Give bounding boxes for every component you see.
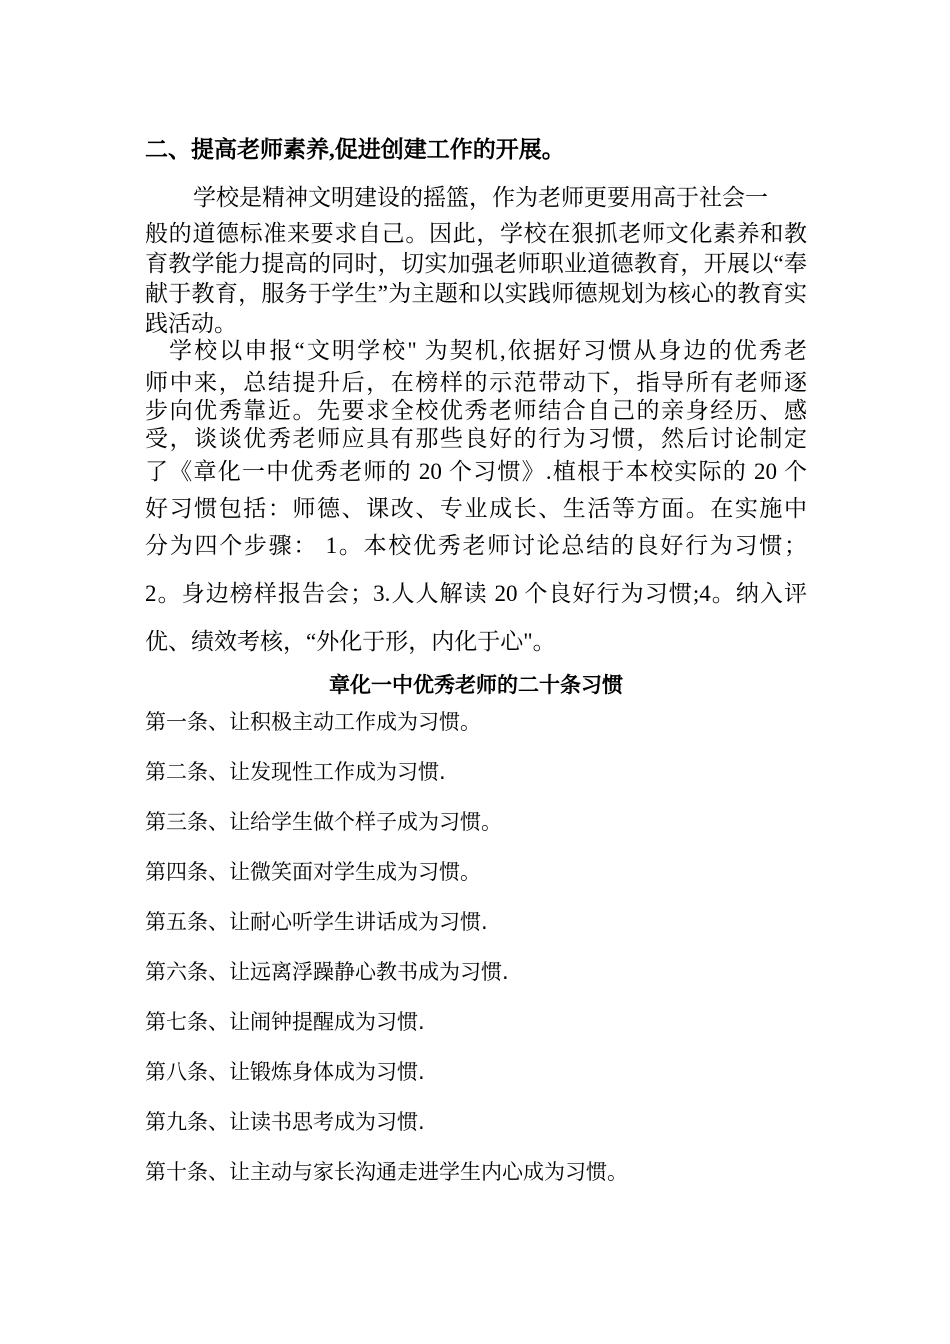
paragraph-2-line: 受，谈谈优秀老师应具有那些良好的行为习惯，然后讨论制定 [145,426,807,451]
paragraph-2-line: 师中来，总结提升后，在榜样的示范带动下，指导所有老师逐 [145,370,807,395]
paragraph-2 [145,332,807,660]
habits-list [145,706,845,1206]
paragraph-2-line: 好习惯包括：师德、课改、专业成长、生活等方面。在实施中 [145,496,807,521]
paragraph-2-line: 分为四个步骤： 1。本校优秀老师讨论总结的良好行为习惯； [145,533,807,558]
paragraph-1 [145,183,807,339]
habit-item: 第九条、让读书思考成为习惯. [145,1110,425,1134]
habit-item: 第五条、让耐心听学生讲话成为习惯. [145,910,488,934]
habit-item: 第八条、让锻炼身体成为习惯. [145,1060,425,1084]
habit-item: 第一条、让积极主动工作成为习惯。 [145,710,481,734]
paragraph-2-line: 优、绩效考核，“外化于形，内化于心"。 [145,629,556,654]
paragraph-2-line: 了《章化一中优秀老师的 20 个习惯》.植根于本校实际的 20 个 [145,459,807,484]
paragraph-1-first-line: 学校是精神文明建设的摇篮，作为老师更要用高于社会一 [193,185,768,210]
habit-item: 第六条、让远离浮躁静心教书成为习惯. [145,960,509,984]
habit-item: 第二条、让发现性工作成为习惯. [145,760,446,784]
habit-item: 第三条、让给学生做个样子成为习惯。 [145,810,502,834]
habit-item: 第十条、让主动与家长沟通走进学生内心成为习惯。 [145,1160,628,1184]
paragraph-2-line: 2。身边榜样报告会；3.人人解读 20 个良好行为习惯;4。纳入评 [145,581,807,606]
habit-item: 第七条、让闹钟提醒成为习惯. [145,1010,425,1034]
section-heading: 二、提高老师素养,促进创建工作的开展。 [145,137,565,162]
paragraph-1-body: 般的道德标准来要求自己。因此，学校在狠抓老师文化素养和教育教学能力提高的同时，切实加强老师职业道德教育，开展以“奉献于教育，服务于学生”为主题和以实践师德规划为核心的教育实践活动。 [145,221,807,336]
paragraph-2-line: 步向优秀靠近。先要求全校优秀老师结合自己的亲身经历、感 [145,398,807,423]
paragraph-2-line: 学校以申报“文明学校" 为契机,依据好习惯从身边的优秀老 [169,338,807,363]
habits-title: 章化一中优秀老师的二十条习惯 [329,673,623,697]
habit-item: 第四条、让微笑面对学生成为习惯。 [145,860,481,884]
